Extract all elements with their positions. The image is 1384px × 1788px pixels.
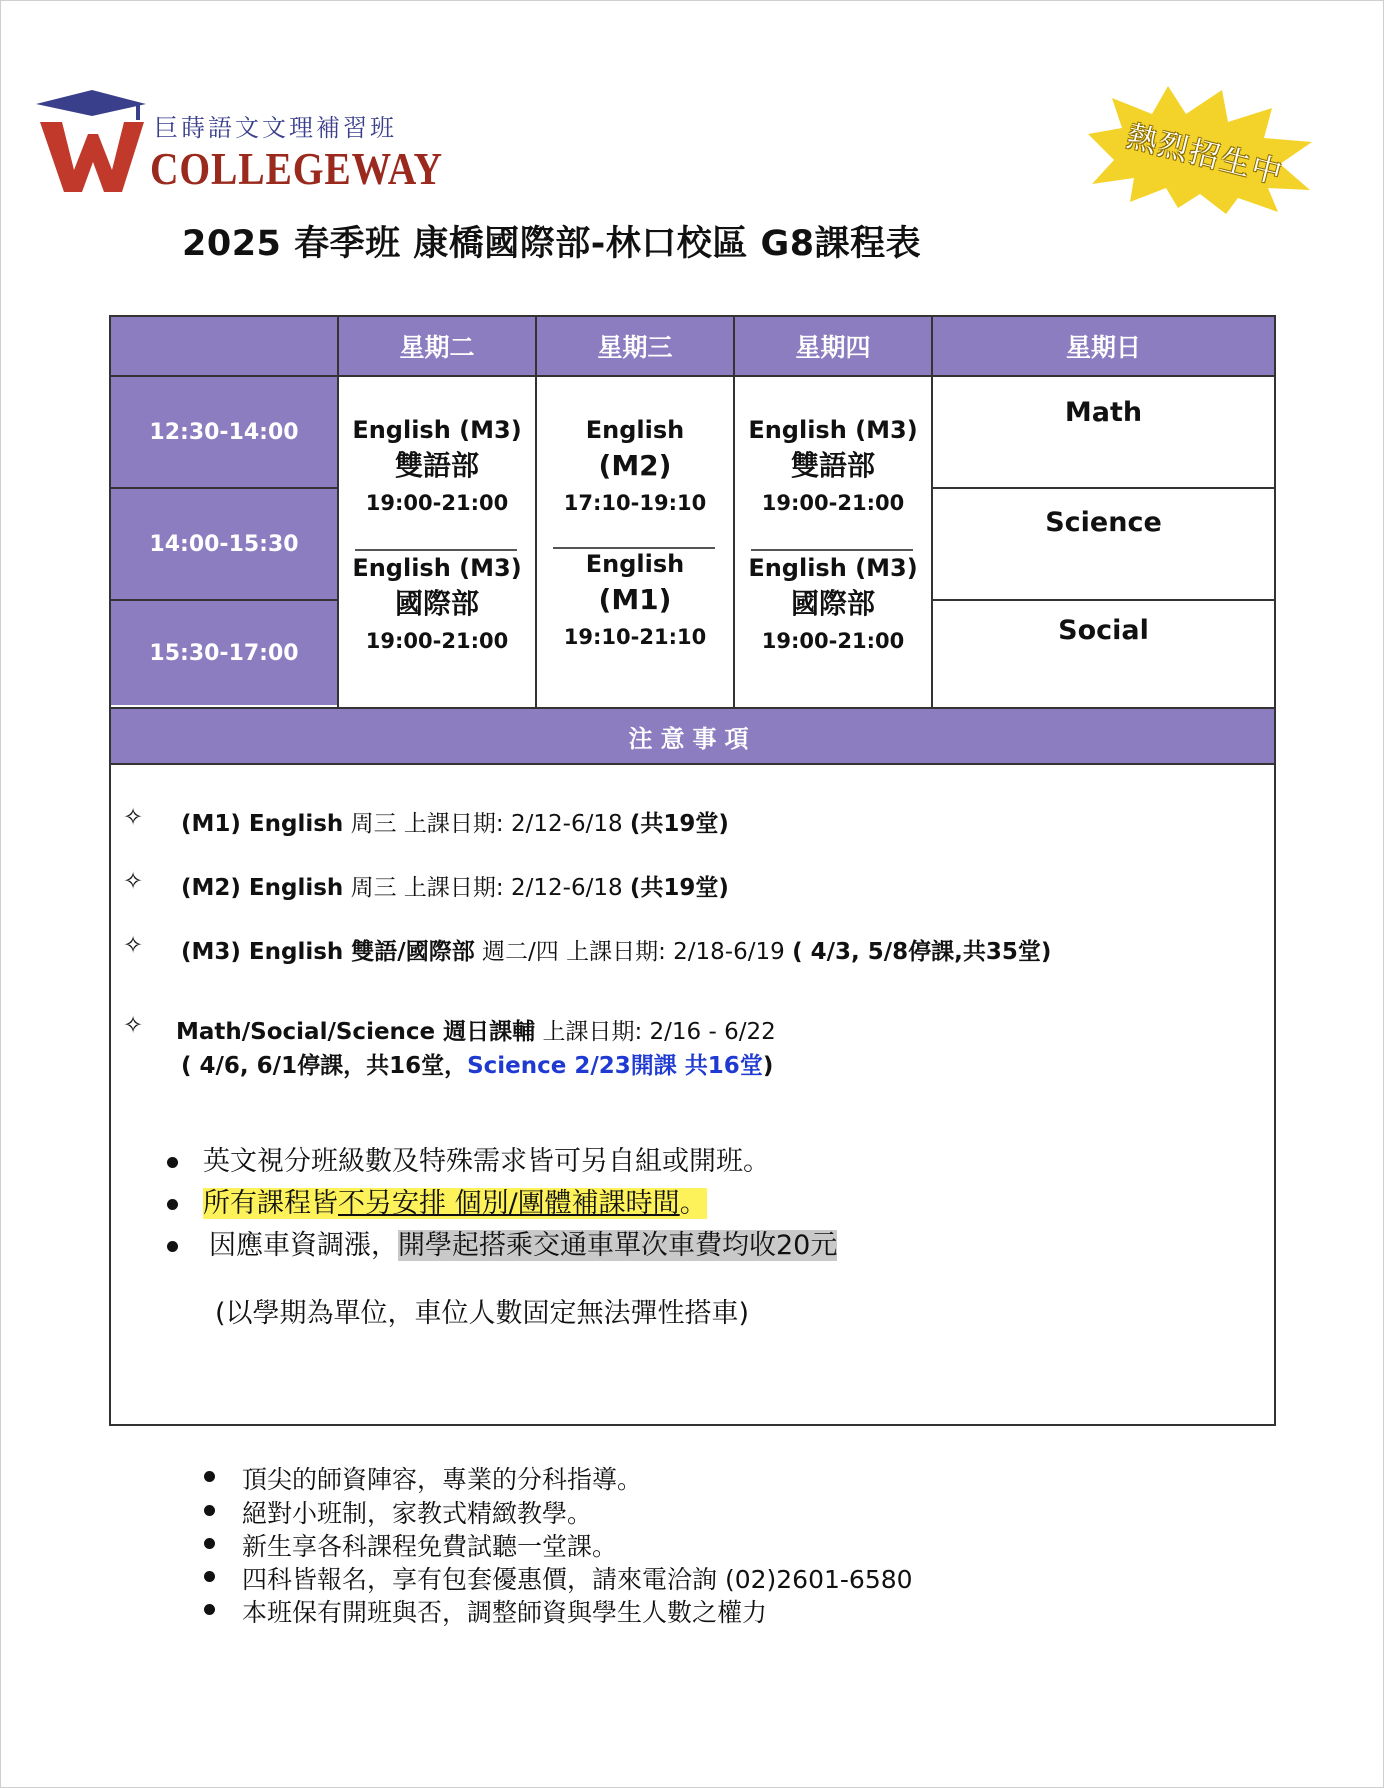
note-dates: 上課日期: 2/16 - 6/22 xyxy=(535,1019,776,1045)
note-m2 xyxy=(181,869,729,902)
bullet-text: 因應車資調漲， xyxy=(209,1230,398,1261)
header-tuesday: 星期二 xyxy=(339,317,535,375)
footer-item-free-trial: 新生享各科課程免費試聽一堂課。 xyxy=(242,1532,618,1561)
bullet-dot xyxy=(204,1471,215,1482)
bullet-dot xyxy=(204,1538,215,1549)
course-tue-bilingual xyxy=(339,413,535,521)
footer-item-small-class: 絕對小班制，家教式精緻教學。 xyxy=(242,1499,593,1528)
course-time: 19:00-21:00 xyxy=(365,629,509,653)
header-wednesday: 星期三 xyxy=(537,317,733,375)
course-level: (M2) xyxy=(598,449,672,482)
course-sun-math: Math xyxy=(1064,397,1143,428)
grid-line xyxy=(111,599,337,601)
course-time: 17:10-19:10 xyxy=(563,491,707,515)
course-dept: 國際部 xyxy=(394,587,479,620)
bullet-dot xyxy=(204,1505,215,1516)
course-title: English (M3) xyxy=(748,554,918,582)
course-title: English xyxy=(585,416,685,444)
footer-item-package-phone: 四科皆報名，享有包套優惠價，請來電洽詢 (02)2601-6580 xyxy=(242,1565,913,1594)
grid-line xyxy=(111,487,337,489)
note-science-start: Science 2/23開課 共16堂 xyxy=(467,1053,763,1079)
schedule-table xyxy=(109,315,1276,1426)
collegeway-logo xyxy=(36,90,443,200)
bullet-text-highlighted: 開學起搭乘交通車單次車費均收20元 xyxy=(398,1230,838,1261)
sunday-column xyxy=(933,317,1274,707)
note-dates: 周三 上課日期: 2/12-6/18 xyxy=(343,811,630,837)
note-dates: 周三 上課日期: 2/12-6/18 xyxy=(343,875,630,901)
note-course: (M1) English xyxy=(181,811,344,837)
course-sun-social: Social xyxy=(1058,615,1149,646)
note-course: Math/Social/Science 週日課輔 xyxy=(176,1019,536,1045)
footer-item-rights: 本班保有開班與否，調整師資與學生人數之權力 xyxy=(242,1598,768,1627)
time-slot-3: 15:30-17:00 xyxy=(111,601,337,705)
bullet-bus-fare xyxy=(209,1223,837,1262)
header-sunday: 星期日 xyxy=(933,317,1274,375)
course-time: 19:00-21:00 xyxy=(761,491,905,515)
bullet-text-underlined: 不另安排 個別/團體補課時間 xyxy=(338,1188,680,1219)
note-close-paren: ) xyxy=(762,1053,774,1079)
course-time: 19:00-21:00 xyxy=(365,491,509,515)
note-count: ( 4/3, 5/8停課,共35堂) xyxy=(792,939,1052,965)
note-cancel-dates: ( 4/6, 6/1停課，共16堂， xyxy=(181,1053,468,1079)
bullet-text: 所有課程皆 xyxy=(203,1188,338,1219)
badge-text: 熱烈招生中 xyxy=(1123,119,1288,192)
course-time: 19:10-21:10 xyxy=(563,625,707,649)
course-title: English (M3) xyxy=(352,554,522,582)
course-thu-bilingual xyxy=(735,413,931,521)
course-dept: 雙語部 xyxy=(790,449,875,482)
course-sun-science: Science xyxy=(1045,507,1162,538)
four-point-star-icon: ✧ xyxy=(123,803,144,831)
note-course: (M3) English 雙語/國際部 xyxy=(181,939,475,965)
course-title: English xyxy=(585,550,685,578)
course-dept: 雙語部 xyxy=(394,449,479,482)
course-dept: 國際部 xyxy=(790,587,875,620)
note-count: (共19堂) xyxy=(629,875,729,901)
note-sunday-detail xyxy=(181,1047,773,1080)
course-tue-international xyxy=(339,551,535,659)
bullet-class-formation: 英文視分班級數及特殊需求皆可另自組或開班。 xyxy=(203,1146,770,1177)
bullet-dot xyxy=(204,1604,215,1615)
recruiting-badge xyxy=(1082,84,1318,214)
bullet-dot xyxy=(167,1241,178,1252)
logo-chinese-name: 巨蒔語文文理補習班 xyxy=(154,114,397,142)
four-point-star-icon: ✧ xyxy=(123,931,144,959)
course-thu-international xyxy=(735,551,931,659)
time-slot-1: 12:30-14:00 xyxy=(111,377,337,487)
bullet-dot xyxy=(204,1571,215,1582)
bullet-dot xyxy=(167,1157,178,1168)
course-time: 19:00-21:00 xyxy=(761,629,905,653)
page-title: 2025 春季班 康橋國際部-林口校區 G8課程表 xyxy=(182,224,922,264)
header-thursday: 星期四 xyxy=(735,317,931,375)
logo-english-name: COLLEGEWAY xyxy=(150,143,443,194)
four-point-star-icon: ✧ xyxy=(123,867,144,895)
note-m1 xyxy=(181,805,729,838)
time-slot-2: 14:00-15:30 xyxy=(111,489,337,599)
header-corner xyxy=(111,317,337,375)
footer-item-teachers: 頂尖的師資陣容，專業的分科指導。 xyxy=(242,1465,643,1494)
course-wed-m2 xyxy=(537,413,733,521)
note-course: (M2) English xyxy=(181,875,344,901)
bullet-text: 。 xyxy=(679,1188,707,1219)
note-count: (共19堂) xyxy=(629,811,729,837)
course-level: (M1) xyxy=(598,583,672,616)
note-sunday xyxy=(176,1013,776,1046)
four-point-star-icon: ✧ xyxy=(123,1011,144,1039)
bullet-dot xyxy=(167,1199,178,1210)
note-m3 xyxy=(181,933,1051,966)
course-wed-m1 xyxy=(537,547,733,655)
note-dates: 週二/四 上課日期: 2/18-6/19 xyxy=(474,939,793,965)
bullet-bus-note: (以學期為單位，車位人數固定無法彈性搭車) xyxy=(215,1298,750,1329)
bullet-no-makeup xyxy=(203,1181,707,1220)
course-title: English (M3) xyxy=(748,416,918,444)
course-title: English (M3) xyxy=(352,416,522,444)
notes-header: 注意事項 xyxy=(111,707,1274,765)
